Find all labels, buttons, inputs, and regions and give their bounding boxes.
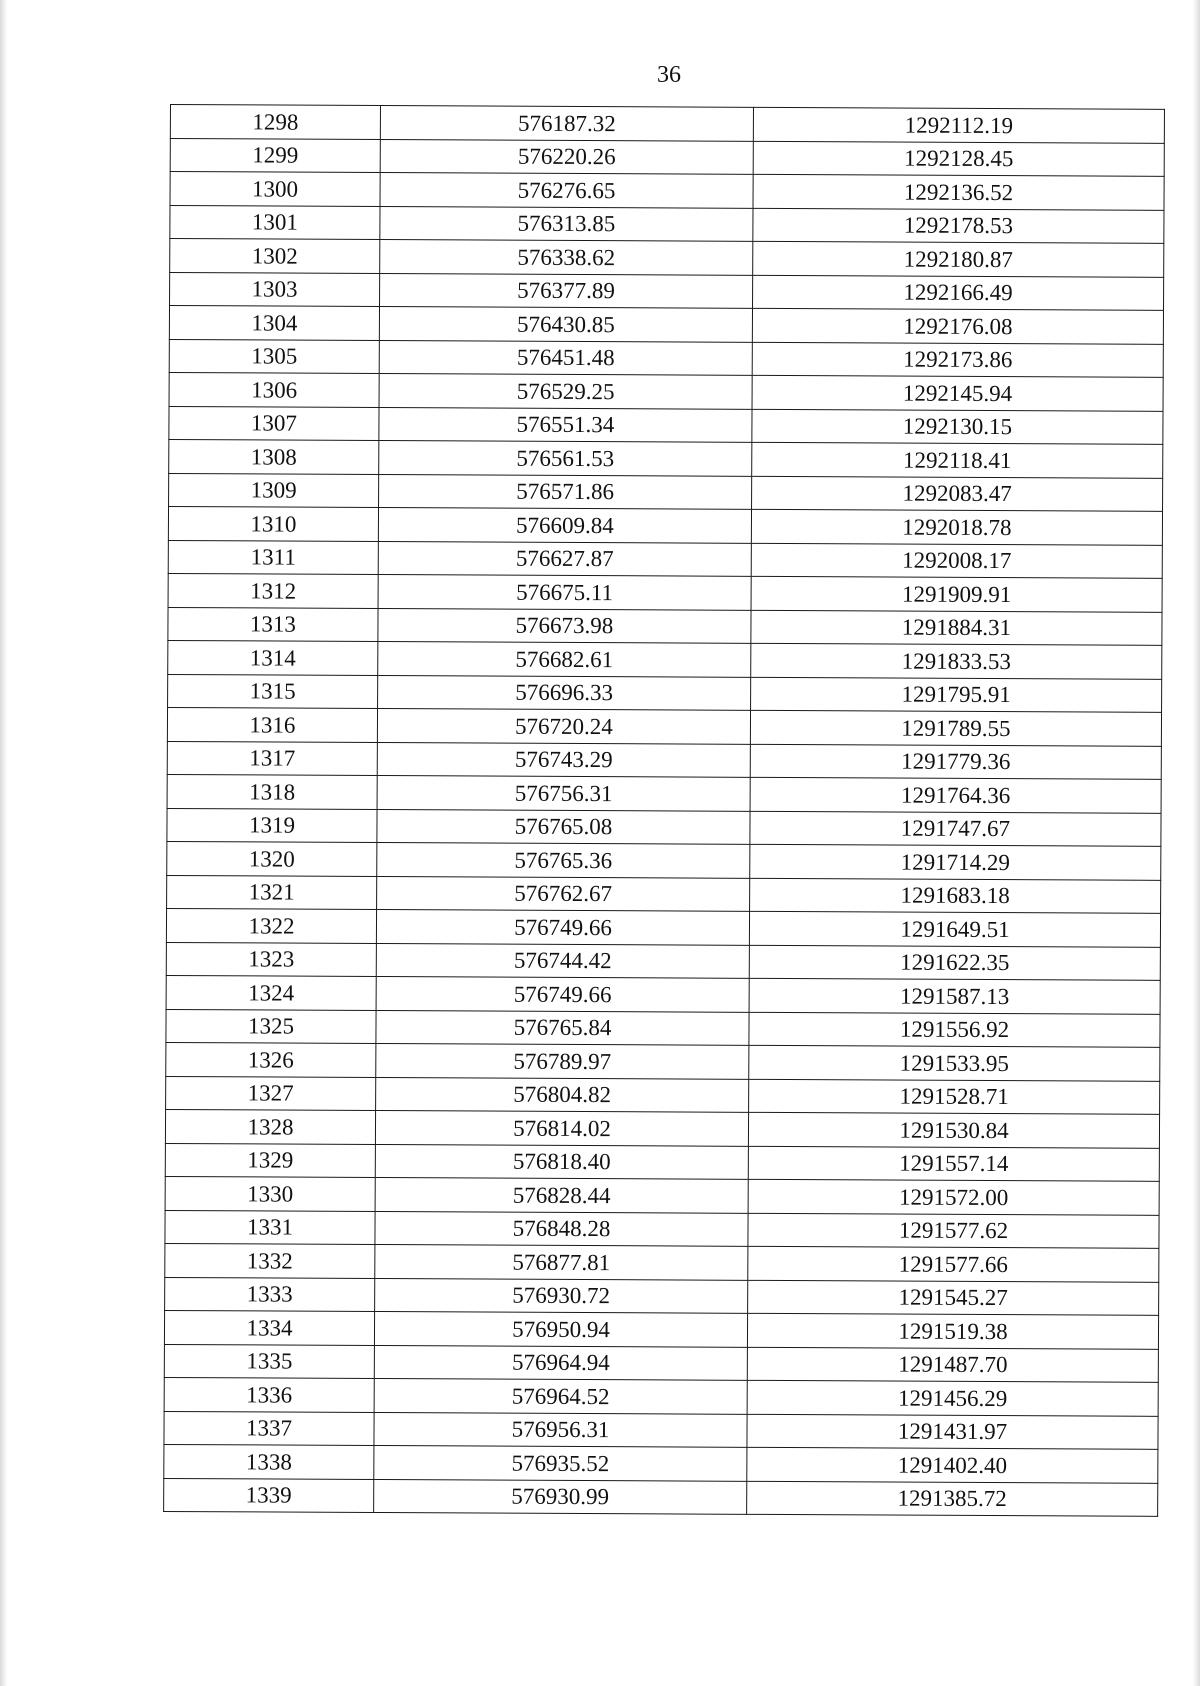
x-coordinate-cell: 576749.66 xyxy=(376,910,749,945)
scan-edge-right xyxy=(1192,0,1200,1686)
x-coordinate-cell: 576682.61 xyxy=(378,642,751,677)
x-coordinate-cell: 576818.40 xyxy=(375,1144,748,1179)
table-row xyxy=(165,1277,1159,1315)
x-coordinate-cell: 576743.29 xyxy=(377,742,750,777)
table-row xyxy=(165,1143,1159,1181)
y-coordinate-cell: 1291556.92 xyxy=(749,1012,1160,1048)
x-coordinate-cell: 576744.42 xyxy=(376,943,749,978)
y-coordinate-cell: 1291545.27 xyxy=(748,1280,1159,1316)
table-row xyxy=(170,138,1164,176)
table-row xyxy=(168,607,1162,645)
table-row xyxy=(166,1076,1160,1114)
y-coordinate-cell: 1292178.53 xyxy=(753,208,1164,244)
y-coordinate-cell: 1291402.40 xyxy=(747,1447,1158,1483)
point-number-cell: 1328 xyxy=(165,1109,375,1144)
x-coordinate-cell: 576765.84 xyxy=(376,1010,749,1045)
table-row xyxy=(164,1411,1158,1449)
y-coordinate-cell: 1291714.29 xyxy=(750,844,1161,880)
table-row xyxy=(169,306,1163,344)
y-coordinate-cell: 1291795.91 xyxy=(751,677,1162,713)
x-coordinate-cell: 576430.85 xyxy=(379,307,752,342)
x-coordinate-cell: 576935.52 xyxy=(374,1446,747,1481)
point-number-cell: 1331 xyxy=(165,1210,375,1245)
y-coordinate-cell: 1291385.72 xyxy=(747,1481,1158,1517)
table-row xyxy=(164,1478,1158,1516)
point-number-cell: 1339 xyxy=(164,1478,374,1513)
table-row xyxy=(170,105,1164,143)
point-number-cell: 1334 xyxy=(164,1310,374,1345)
y-coordinate-cell: 1291587.13 xyxy=(749,978,1160,1014)
y-coordinate-cell: 1292112.19 xyxy=(753,107,1164,143)
table-row xyxy=(168,573,1162,611)
x-coordinate-cell: 576561.53 xyxy=(379,441,752,476)
point-number-cell: 1305 xyxy=(169,339,379,374)
point-number-cell: 1338 xyxy=(164,1444,374,1479)
y-coordinate-cell: 1291456.29 xyxy=(747,1380,1158,1416)
x-coordinate-cell: 576720.24 xyxy=(377,709,750,744)
y-coordinate-cell: 1291528.71 xyxy=(749,1079,1160,1115)
y-coordinate-cell: 1291577.62 xyxy=(748,1213,1159,1249)
y-coordinate-cell: 1291884.31 xyxy=(751,610,1162,646)
table-row xyxy=(169,439,1163,477)
table-row xyxy=(168,540,1162,578)
y-coordinate-cell: 1291519.38 xyxy=(747,1313,1158,1349)
point-number-cell: 1302 xyxy=(170,239,380,274)
y-coordinate-cell: 1292130.15 xyxy=(752,409,1163,445)
table-row xyxy=(165,1210,1159,1248)
coordinate-table-body xyxy=(164,105,1165,1517)
x-coordinate-cell: 576451.48 xyxy=(379,340,752,375)
point-number-cell: 1322 xyxy=(166,908,376,943)
point-number-cell: 1325 xyxy=(166,1009,376,1044)
x-coordinate-cell: 576762.67 xyxy=(377,876,750,911)
y-coordinate-cell: 1291530.84 xyxy=(748,1112,1159,1148)
point-number-cell: 1335 xyxy=(164,1344,374,1379)
table-row xyxy=(166,1009,1160,1047)
x-coordinate-cell: 576765.08 xyxy=(377,809,750,844)
point-number-cell: 1337 xyxy=(164,1411,374,1446)
x-coordinate-cell: 576848.28 xyxy=(375,1211,748,1246)
point-number-cell: 1319 xyxy=(167,808,377,843)
table-row xyxy=(164,1344,1158,1382)
x-coordinate-cell: 576877.81 xyxy=(375,1245,748,1280)
table-row xyxy=(166,908,1160,946)
page-number: 36 xyxy=(657,62,681,88)
point-number-cell: 1316 xyxy=(167,707,377,742)
y-coordinate-cell: 1292180.87 xyxy=(753,241,1164,277)
x-coordinate-cell: 576529.25 xyxy=(379,374,752,409)
x-coordinate-cell: 576187.32 xyxy=(380,106,753,141)
x-coordinate-cell: 576964.94 xyxy=(374,1345,747,1380)
x-coordinate-cell: 576276.65 xyxy=(380,173,753,208)
y-coordinate-cell: 1291789.55 xyxy=(750,710,1161,746)
y-coordinate-cell: 1292145.94 xyxy=(752,375,1163,411)
point-number-cell: 1312 xyxy=(168,573,378,608)
table-row xyxy=(164,1377,1158,1415)
y-coordinate-cell: 1292176.08 xyxy=(752,308,1163,344)
point-number-cell: 1307 xyxy=(169,406,379,441)
table-row xyxy=(167,875,1161,913)
table-row xyxy=(170,239,1164,277)
table-row xyxy=(167,741,1161,779)
x-coordinate-cell: 576950.94 xyxy=(374,1312,747,1347)
table-row xyxy=(164,1444,1158,1482)
table-row xyxy=(167,707,1161,745)
table-row xyxy=(165,1243,1159,1281)
y-coordinate-cell: 1291833.53 xyxy=(751,643,1162,679)
y-coordinate-cell: 1291649.51 xyxy=(749,911,1160,947)
table-row xyxy=(169,339,1163,377)
table-row xyxy=(169,406,1163,444)
y-coordinate-cell: 1292128.45 xyxy=(753,141,1164,177)
x-coordinate-cell: 576696.33 xyxy=(378,675,751,710)
point-number-cell: 1298 xyxy=(170,105,380,140)
point-number-cell: 1304 xyxy=(169,306,379,341)
point-number-cell: 1320 xyxy=(167,841,377,876)
x-coordinate-cell: 576828.44 xyxy=(375,1178,748,1213)
x-coordinate-cell: 576814.02 xyxy=(375,1111,748,1146)
point-number-cell: 1336 xyxy=(164,1377,374,1412)
table-row xyxy=(168,506,1162,544)
x-coordinate-cell: 576964.52 xyxy=(374,1379,747,1414)
y-coordinate-cell: 1292008.17 xyxy=(751,543,1162,579)
x-coordinate-cell: 576804.82 xyxy=(376,1077,749,1112)
x-coordinate-cell: 576313.85 xyxy=(380,206,753,241)
x-coordinate-cell: 576551.34 xyxy=(379,407,752,442)
point-number-cell: 1323 xyxy=(166,942,376,977)
x-coordinate-cell: 576789.97 xyxy=(376,1044,749,1079)
y-coordinate-cell: 1292118.41 xyxy=(752,442,1163,478)
y-coordinate-cell: 1291764.36 xyxy=(750,777,1161,813)
point-number-cell: 1315 xyxy=(168,674,378,709)
point-number-cell: 1314 xyxy=(168,640,378,675)
x-coordinate-cell: 576377.89 xyxy=(380,273,753,308)
table-row xyxy=(169,473,1163,511)
table-row xyxy=(166,942,1160,980)
table-row xyxy=(165,1109,1159,1147)
x-coordinate-cell: 576571.86 xyxy=(379,474,752,509)
y-coordinate-cell: 1292136.52 xyxy=(753,174,1164,210)
point-number-cell: 1309 xyxy=(169,473,379,508)
y-coordinate-cell: 1291622.35 xyxy=(749,945,1160,981)
point-number-cell: 1327 xyxy=(166,1076,376,1111)
table-row xyxy=(166,975,1160,1013)
point-number-cell: 1321 xyxy=(167,875,377,910)
point-number-cell: 1317 xyxy=(167,741,377,776)
point-number-cell: 1299 xyxy=(170,138,380,173)
point-number-cell: 1301 xyxy=(170,205,380,240)
point-number-cell: 1310 xyxy=(168,506,378,541)
table-row xyxy=(165,1176,1159,1214)
y-coordinate-cell: 1291533.95 xyxy=(749,1045,1160,1081)
y-coordinate-cell: 1291747.67 xyxy=(750,811,1161,847)
x-coordinate-cell: 576930.72 xyxy=(375,1278,748,1313)
point-number-cell: 1330 xyxy=(165,1176,375,1211)
y-coordinate-cell: 1292018.78 xyxy=(751,509,1162,545)
point-number-cell: 1333 xyxy=(165,1277,375,1312)
y-coordinate-cell: 1291487.70 xyxy=(747,1347,1158,1383)
x-coordinate-cell: 576749.66 xyxy=(376,977,749,1012)
table-row xyxy=(170,172,1164,210)
x-coordinate-cell: 576756.31 xyxy=(377,776,750,811)
table-row xyxy=(168,674,1162,712)
y-coordinate-cell: 1292173.86 xyxy=(752,342,1163,378)
table-row xyxy=(168,640,1162,678)
table-row xyxy=(169,372,1163,410)
y-coordinate-cell: 1291557.14 xyxy=(748,1146,1159,1182)
x-coordinate-cell: 576609.84 xyxy=(378,508,751,543)
table-row xyxy=(166,1042,1160,1080)
table-row xyxy=(167,808,1161,846)
y-coordinate-cell: 1291779.36 xyxy=(750,744,1161,780)
x-coordinate-cell: 576627.87 xyxy=(378,541,751,576)
x-coordinate-cell: 576930.99 xyxy=(374,1479,747,1514)
table-row xyxy=(164,1310,1158,1348)
x-coordinate-cell: 576765.36 xyxy=(377,843,750,878)
y-coordinate-cell: 1292083.47 xyxy=(752,476,1163,512)
point-number-cell: 1326 xyxy=(166,1042,376,1077)
scan-edge-left xyxy=(0,0,8,1686)
x-coordinate-cell: 576956.31 xyxy=(374,1412,747,1447)
table-row xyxy=(170,272,1164,310)
point-number-cell: 1324 xyxy=(166,975,376,1010)
y-coordinate-cell: 1292166.49 xyxy=(753,275,1164,311)
x-coordinate-cell: 576338.62 xyxy=(380,240,753,275)
y-coordinate-cell: 1291572.00 xyxy=(748,1179,1159,1215)
x-coordinate-cell: 576675.11 xyxy=(378,575,751,610)
point-number-cell: 1329 xyxy=(165,1143,375,1178)
x-coordinate-cell: 576673.98 xyxy=(378,608,751,643)
point-number-cell: 1303 xyxy=(170,272,380,307)
table-row xyxy=(170,205,1164,243)
x-coordinate-cell: 576220.26 xyxy=(380,139,753,174)
coordinate-table xyxy=(163,104,1165,1517)
point-number-cell: 1300 xyxy=(170,172,380,207)
point-number-cell: 1332 xyxy=(165,1243,375,1278)
y-coordinate-cell: 1291683.18 xyxy=(750,878,1161,914)
table-row xyxy=(167,841,1161,879)
table-row xyxy=(167,774,1161,812)
point-number-cell: 1318 xyxy=(167,774,377,809)
y-coordinate-cell: 1291577.66 xyxy=(748,1246,1159,1282)
y-coordinate-cell: 1291909.91 xyxy=(751,576,1162,612)
point-number-cell: 1306 xyxy=(169,372,379,407)
point-number-cell: 1313 xyxy=(168,607,378,642)
point-number-cell: 1308 xyxy=(169,439,379,474)
point-number-cell: 1311 xyxy=(168,540,378,575)
y-coordinate-cell: 1291431.97 xyxy=(747,1414,1158,1450)
